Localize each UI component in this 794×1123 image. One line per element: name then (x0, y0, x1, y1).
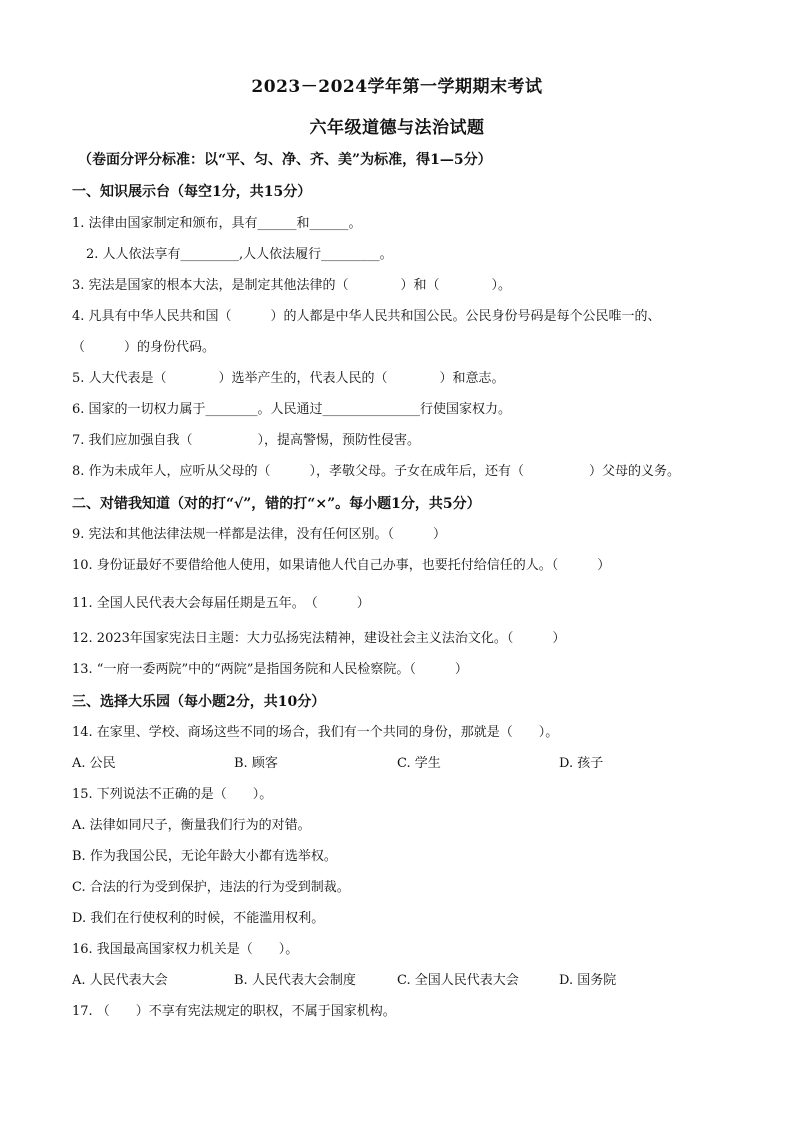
question-16: 16. 我国最高国家权力机关是（ ）。 (72, 942, 299, 957)
question-4-line1: 4. 凡具有中华人民共和国（ ）的人都是中华人民共和国公民。公民身份号码是每个公民唯一的、 (72, 309, 661, 324)
question-9: 9. 宪法和其他法律法规一样都是法律，没有任何区别。（ ） (72, 527, 447, 542)
question-3: 3. 宪法是国家的根本大法，是制定其他法律的（ ）和（ ）。 (72, 278, 512, 293)
q15-option-b: B. 作为我国公民，无论年龄大小都有选举权。 (72, 849, 337, 864)
question-10: 10. 身份证最好不要借给他人使用，如果请他人代自己办事，也要托付给信任的人。（ ） (72, 558, 611, 573)
question-6: 6. 国家的一切权力属于________。人民通过_______________行使国家权力。 (72, 402, 512, 417)
question-2: 2. 人人依法享有_________,人人依法履行_________。 (86, 247, 393, 262)
q15-option-c: C. 合法的行为受到保护，违法的行为受到制裁。 (72, 880, 350, 895)
scoring-note: （卷面分评分标准：以“平、匀、净、齐、美”为标准，得1—5分） (78, 152, 492, 168)
question-14: 14. 在家里、学校、商场这些不同的场合，我们有一个共同的身份，那就是（ ）。 (72, 725, 559, 740)
q16-option-d: D. 国务院 (559, 973, 617, 988)
question-8: 8. 作为未成年人，应听从父母的（ ），孝敬父母。子女在成年后，还有（ ）父母的义务。 (72, 464, 681, 479)
exam-subtitle: 六年级道德与法治试题 (309, 118, 485, 138)
section-heading-3: 三、选择大乐园（每小题2分，共10分） (72, 694, 326, 710)
q16-option-b: B. 人民代表大会制度 (234, 973, 356, 988)
q15-option-d: D. 我们在行使权利的时候，不能滥用权利。 (72, 911, 325, 926)
exam-title: 2023－2024学年第一学期期末考试 (251, 77, 543, 97)
q14-option-c: C. 学生 (397, 756, 441, 771)
section-heading-2: 二、对错我知道（对的打“√”，错的打“×”。每小题1分，共5分） (72, 496, 481, 512)
question-13: 13. “一府一委两院”中的“两院”是指国务院和人民检察院。（ ） (72, 662, 468, 677)
q15-option-a: A. 法律如同尺子，衡量我们行为的对错。 (72, 818, 311, 833)
question-11: 11. 全国人民代表大会每届任期是五年。 （ ） (72, 596, 370, 611)
q16-option-a: A. 人民代表大会 (72, 973, 168, 988)
question-17: 17. （ ）不享有宪法规定的职权，不属于国家机构。 (72, 1004, 396, 1019)
q16-option-c: C. 全国人民代表大会 (397, 973, 519, 988)
question-7: 7. 我们应加强自我（ ），提高警惕，预防性侵害。 (72, 433, 421, 448)
question-12: 12. 2023年国家宪法日主题：大力弘扬宪法精神，建设社会主义法治文化。（ ） (72, 631, 566, 646)
question-5: 5. 人大代表是（ ）选举产生的，代表人民的（ ）和意志。 (72, 371, 505, 386)
question-4-line2: （ ）的身份代码。 (72, 340, 216, 355)
question-15: 15. 下列说法不正确的是（ ）。 (72, 787, 273, 802)
section-heading-1: 一、知识展示台（每空1分，共15分） (72, 184, 312, 200)
q14-option-b: B. 顾客 (234, 756, 278, 771)
question-1: 1. 法律由国家制定和颁布，具有______和______。 (72, 216, 362, 231)
q14-option-d: D. 孩子 (559, 756, 604, 771)
q14-option-a: A. 公民 (72, 756, 116, 771)
